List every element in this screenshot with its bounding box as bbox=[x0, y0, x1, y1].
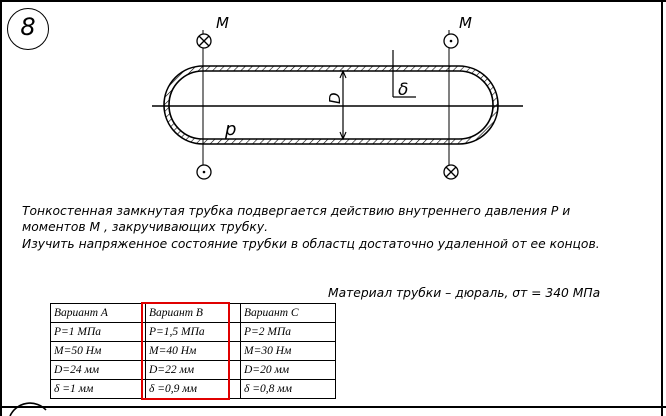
table-cell: δ =0,9 мм bbox=[146, 380, 241, 399]
statement-line-1: Тонкостенная замкнутая трубка подвергается действию внутреннего давления P и bbox=[22, 204, 571, 218]
selected-variant-highlight bbox=[141, 302, 230, 400]
diameter-label: D bbox=[326, 92, 344, 104]
table-cell: δ =0,8 мм bbox=[241, 380, 336, 399]
table-cell: D=22 мм bbox=[146, 361, 241, 380]
pressure-label: p bbox=[225, 119, 237, 140]
moment-symbol-left-bottom bbox=[197, 165, 211, 179]
moment-label-right: M bbox=[459, 14, 472, 32]
tube-wall bbox=[164, 66, 498, 144]
tube-diagram bbox=[0, 0, 666, 200]
table-cell: M=50 Нм bbox=[51, 342, 146, 361]
table-cell: M=40 Нм bbox=[146, 342, 241, 361]
table-cell: M=30 Нм bbox=[241, 342, 336, 361]
moment-label-left: M bbox=[216, 14, 229, 32]
table-cell: P=1 МПа bbox=[51, 323, 146, 342]
table-cell: Вариант B bbox=[146, 304, 241, 323]
table-cell: D=20 мм bbox=[241, 361, 336, 380]
table-cell: P=1,5 МПа bbox=[146, 323, 241, 342]
next-problem-circle-fragment bbox=[0, 400, 60, 416]
table-cell: P=2 МПа bbox=[241, 323, 336, 342]
moment-symbol-left-top bbox=[197, 34, 211, 48]
table-cell: D=24 мм bbox=[51, 361, 146, 380]
wall-thickness-label: δ bbox=[398, 80, 409, 100]
problem-number: 8 bbox=[20, 13, 36, 41]
material-line: Материал трубки – дюраль, σт = 340 МПа bbox=[328, 286, 601, 300]
table-cell: δ =1 мм bbox=[51, 380, 146, 399]
frame-bottom-line bbox=[0, 406, 666, 408]
statement-line-2: моментов M , закручивающих трубку. bbox=[22, 220, 269, 234]
table-cell: Вариант C bbox=[241, 304, 336, 323]
moment-symbol-right-top bbox=[444, 34, 458, 48]
table-cell: Вариант A bbox=[51, 304, 146, 323]
statement-line-3: Изучить напряженное состояние трубки в областц достаточно удаленной от ее концов. bbox=[22, 237, 600, 251]
moment-symbol-right-bottom bbox=[444, 165, 458, 179]
